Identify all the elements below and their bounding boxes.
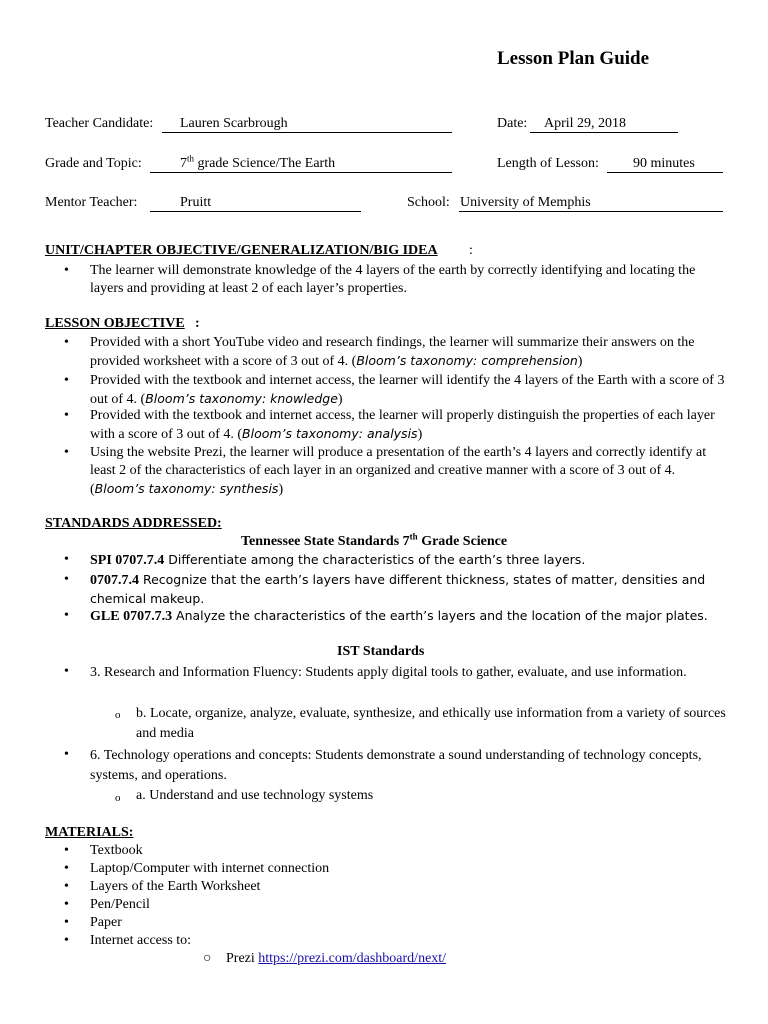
bullet-icon: • bbox=[64, 572, 69, 587]
standards-heading: STANDARDS ADDRESSED: bbox=[45, 516, 222, 531]
material-item: Layers of the Earth Worksheet bbox=[90, 879, 261, 894]
bullet-icon: • bbox=[64, 373, 69, 388]
teacher-value: Lauren Scarbrough bbox=[180, 116, 288, 131]
page-title: Lesson Plan Guide bbox=[497, 48, 650, 69]
materials-heading: MATERIALS: bbox=[45, 825, 134, 840]
bullet-icon: • bbox=[64, 608, 69, 623]
ist-standard-item: 3. Research and Information Fluency: Students apply digital tools to gather, evaluate, and use information. bbox=[90, 665, 687, 680]
length-label: Length of Lesson: bbox=[497, 156, 599, 171]
bullet-icon: • bbox=[64, 915, 69, 930]
date-value: April 29, 2018 bbox=[544, 116, 627, 131]
tn-standard-item: GLE 0707.7.3 Analyze the characteristics of the earth’s layers and the location of the major plates. bbox=[90, 608, 708, 624]
bullet-icon: • bbox=[64, 664, 69, 679]
tn-standard-item: SPI 0707.7.4 Differentiate among the characteristics of the earth’s three layers. bbox=[90, 552, 586, 568]
prezi-item: Prezi https://prezi.com/dashboard/next/ bbox=[226, 951, 447, 966]
bullet-icon: • bbox=[64, 263, 69, 278]
school-label: School: bbox=[407, 195, 450, 210]
grade-field bbox=[150, 155, 452, 173]
sub-bullet-icon: o bbox=[115, 792, 121, 804]
bullet-icon: • bbox=[64, 843, 69, 858]
unit-objective-text: The learner will demonstrate knowledge of the 4 layers of the earth by correctly identifying and locating the layers and providing at least 2 of each layer’s properties. bbox=[90, 263, 696, 296]
school-value: University of Memphis bbox=[460, 195, 591, 210]
bullet-icon: • bbox=[64, 552, 69, 567]
bullet-icon: • bbox=[64, 335, 69, 350]
material-item: Laptop/Computer with internet connection bbox=[90, 861, 330, 876]
prezi-link[interactable]: https://prezi.com/dashboard/next/ bbox=[258, 951, 447, 966]
material-item: Textbook bbox=[90, 843, 143, 858]
tn-standards-title: Tennessee State Standards 7th Grade Science bbox=[241, 531, 508, 549]
bullet-icon: • bbox=[64, 861, 69, 876]
bullet-icon: • bbox=[64, 445, 69, 460]
school-field bbox=[459, 194, 723, 212]
bullet-icon: • bbox=[64, 879, 69, 894]
bullet-icon: • bbox=[64, 933, 69, 948]
lesson-heading-colon: : bbox=[195, 316, 200, 331]
tn-standard-item: 0707.7.4 Recognize that the earth’s layers have different thickness, states of matter, densities and chemical makeup. bbox=[90, 572, 706, 606]
teacher-field bbox=[162, 115, 452, 133]
bullet-icon: • bbox=[64, 408, 69, 423]
lesson-objective-item: Provided with the textbook and internet access, the learner will identify the 4 layers of the Earth with a score of 3 out of 4. (Bloom’s taxonomy: knowledge) bbox=[90, 373, 725, 407]
length-value: 90 minutes bbox=[633, 156, 695, 171]
material-item: Pen/Pencil bbox=[90, 897, 150, 912]
bullet-icon: • bbox=[64, 897, 69, 912]
ist-standards-title: IST Standards bbox=[337, 644, 425, 659]
lesson-objective-item: Provided with the textbook and internet access, the learner will properly distinguish the properties of each layer with a score of 3 out of 4. (Bloom’s taxonomy: analysis) bbox=[90, 408, 715, 442]
grade-label: Grade and Topic: bbox=[45, 156, 142, 171]
unit-heading: UNIT/CHAPTER OBJECTIVE/GENERALIZATION/BIG IDEA bbox=[45, 243, 438, 258]
bullet-icon: • bbox=[64, 747, 69, 762]
mentor-value: Pruitt bbox=[180, 195, 212, 210]
material-item: Paper bbox=[90, 915, 122, 930]
mentor-field bbox=[150, 194, 361, 212]
lesson-objective-item: Using the website Prezi, the learner will produce a presentation of the earth’s 4 layers and correctly identify at least 2 of the characteristics of each layer in an organized and creative manner with a score of 3 out of 4. (Bloom’s taxonomy: synthesis) bbox=[90, 445, 707, 497]
lesson-objective-item: Provided with a short YouTube video and research findings, the learner will summarize their answers on the provided worksheet with a score of 3 out of 4. (Bloom’s taxonomy: comprehension) bbox=[90, 335, 695, 369]
date-label: Date: bbox=[497, 116, 528, 131]
teacher-label: Teacher Candidate: bbox=[45, 116, 154, 131]
lesson-heading: LESSON OBJECTIVE bbox=[45, 316, 185, 331]
material-item: Internet access to: bbox=[90, 933, 192, 948]
ist-standard-subitem: a. Understand and use technology systems bbox=[136, 788, 374, 803]
mentor-label: Mentor Teacher: bbox=[45, 195, 138, 210]
ist-standard-subitem: b. Locate, organize, analyze, evaluate, synthesize, and ethically use information from a variety of sources and media bbox=[136, 706, 726, 741]
grade-value: 7th grade Science/The Earth bbox=[180, 153, 336, 171]
unit-heading-colon: : bbox=[469, 243, 473, 258]
date-field bbox=[530, 115, 678, 133]
ist-standard-item: 6. Technology operations and concepts: Students demonstrate a sound understanding of technology concepts, systems, and operations. bbox=[90, 748, 702, 783]
length-field bbox=[607, 155, 723, 173]
sub-bullet-icon: o bbox=[115, 709, 121, 721]
circle-bullet-icon: ○ bbox=[203, 951, 212, 966]
